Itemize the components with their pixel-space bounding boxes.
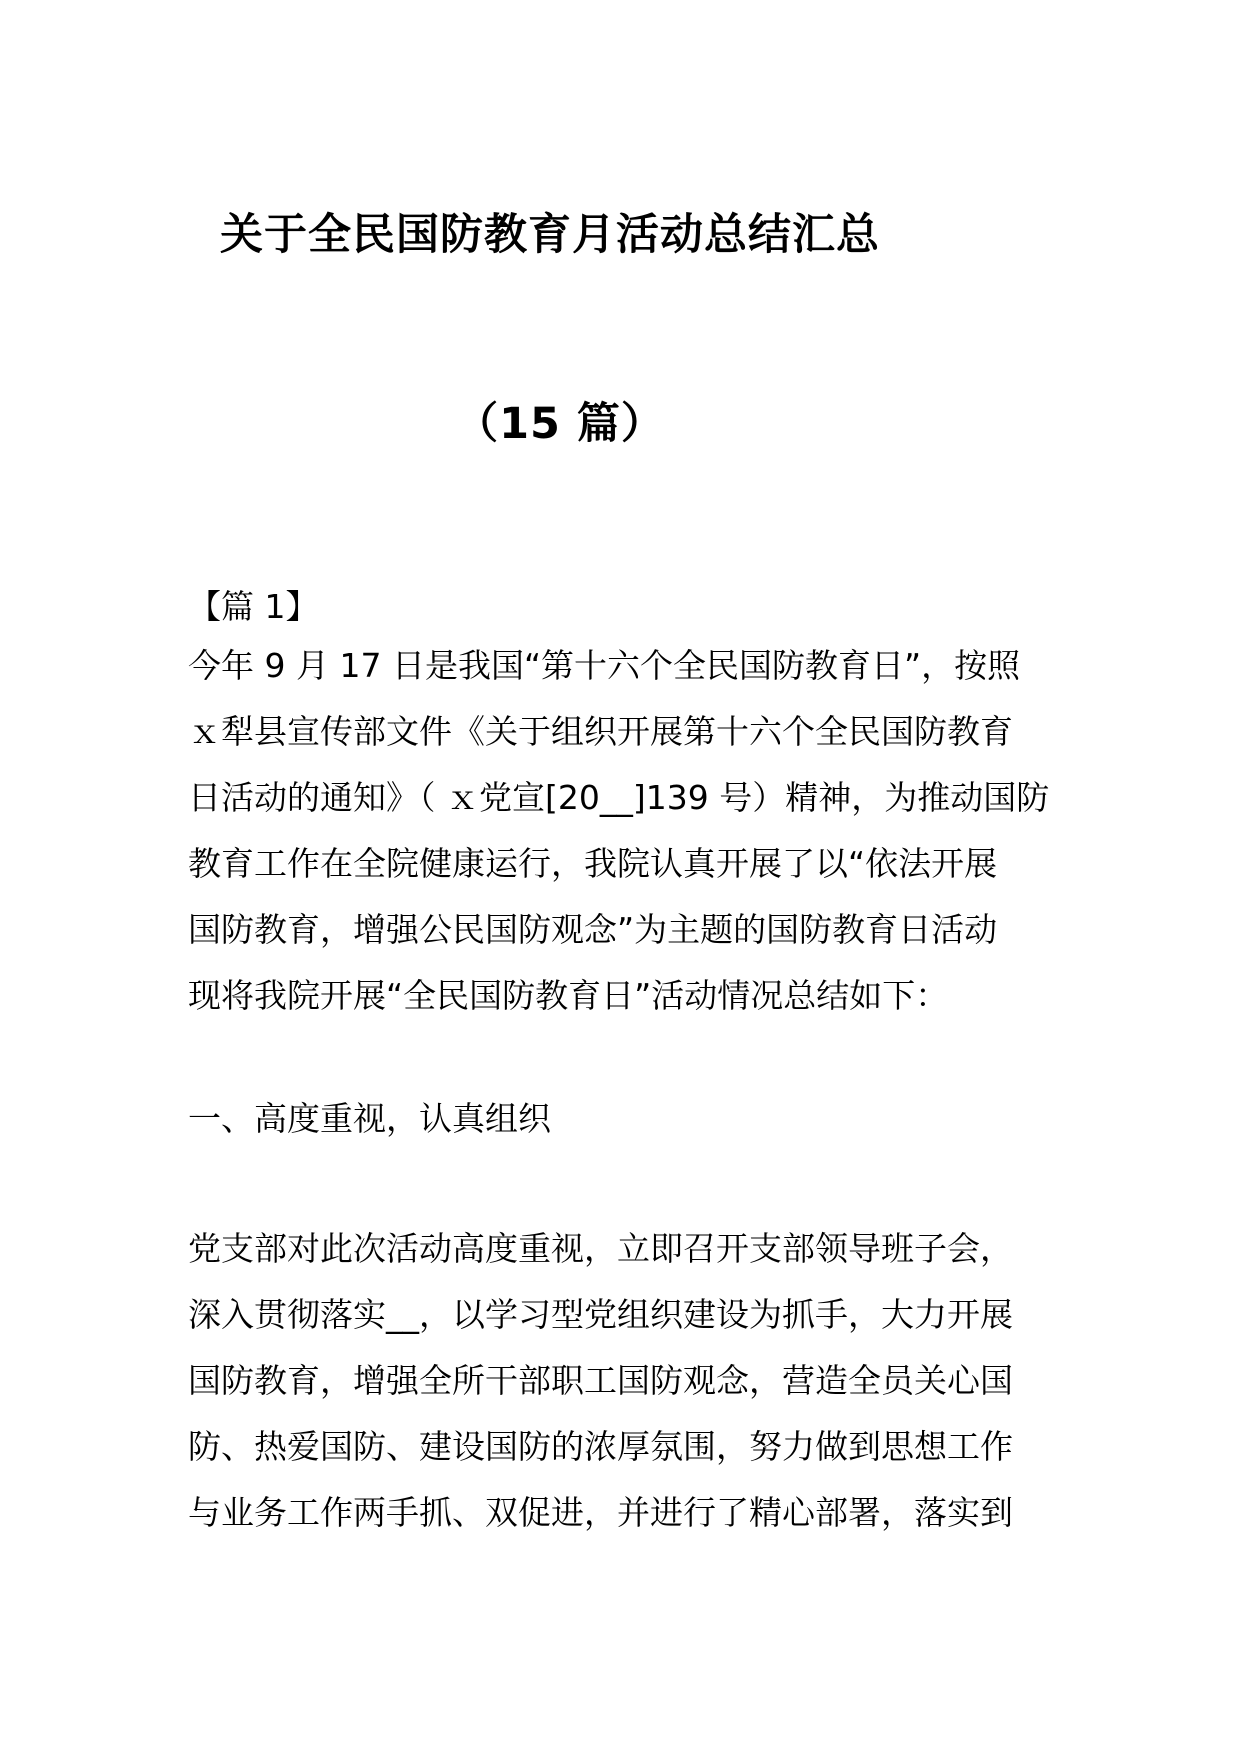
document-subtitle: （15 篇）	[455, 399, 665, 449]
paragraph-line: 现将我院开展“全民国防教育日”活动情况总结如下：	[188, 976, 949, 1015]
section-label: 【篇 1】	[188, 587, 319, 626]
document-title: 关于全民国防教育月活动总结汇总	[220, 210, 880, 260]
paragraph-line: 教育工作在全院健康运行，我院认真开展了以“依法开展	[188, 844, 998, 883]
paragraph-line: 国防教育，增强公民国防观念”为主题的国防教育日活动	[188, 910, 998, 949]
paragraph-2	[188, 1216, 1068, 1546]
paragraph-line: 防、热爱国防、建设国防的浓厚氛围，努力做到思想工作	[188, 1427, 1013, 1466]
paragraph-line: 国防教育，增强全所干部职工国防观念，营造全员关心国	[188, 1361, 1013, 1400]
paragraph-line: 今年 9 月 17 日是我国“第十六个全民国防教育日”，按照	[188, 646, 1021, 685]
paragraph-line: 深入贯彻落实__，以学习型党组织建设为抓手，大力开展	[188, 1295, 1013, 1334]
paragraph-line: 日活动的通知》（ ｘ党宣[20__]139 号）精神，为推动国防	[188, 778, 1050, 817]
paragraph-1	[188, 633, 1068, 1029]
section-heading: 一、高度重视，认真组织	[188, 1099, 551, 1138]
paragraph-line: ｘ犁县宣传部文件《关于组织开展第十六个全民国防教育	[188, 712, 1013, 751]
paragraph-line: 党支部对此次活动高度重视，立即召开支部领导班子会，	[188, 1229, 1013, 1268]
paragraph-line: 与业务工作两手抓、双促进，并进行了精心部署，落实到	[188, 1493, 1013, 1532]
